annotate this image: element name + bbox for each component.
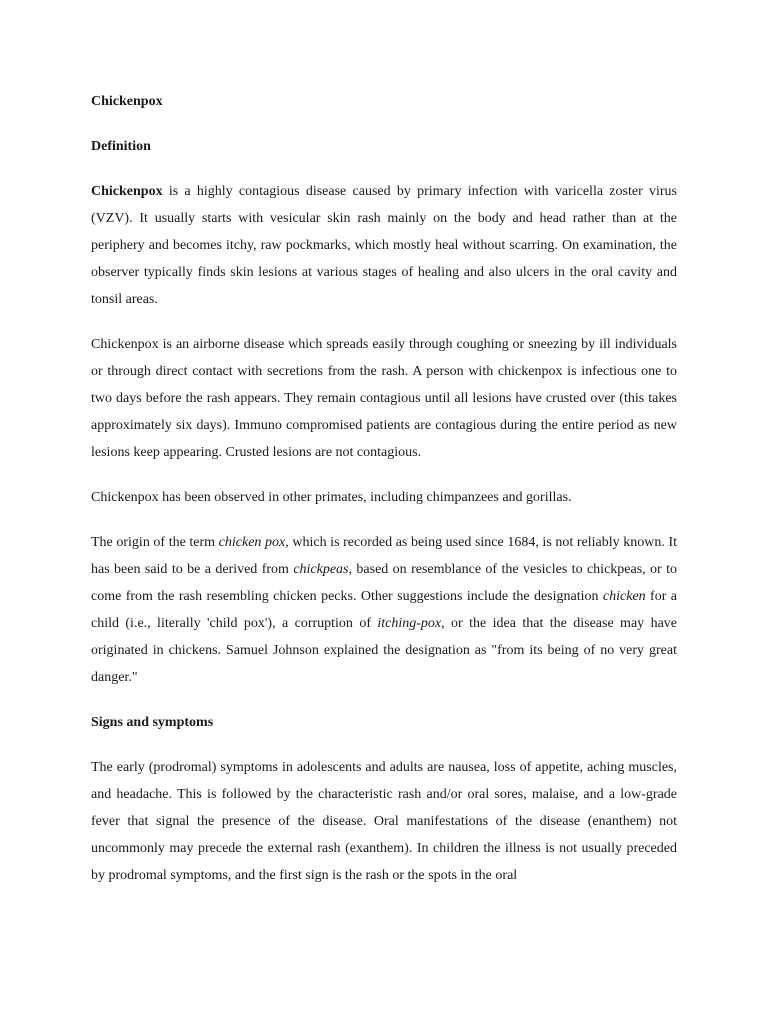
signs-heading: Signs and symptoms (91, 715, 214, 730)
etymology-text-2: , which is recorded as being used since 1684, is not reliably known. It has been said to be a derived from (91, 535, 677, 577)
document-page (91, 88, 677, 907)
term-chicken-pox: chicken pox (218, 535, 286, 550)
document-title: Chickenpox (91, 94, 163, 109)
paragraph-primates: Chickenpox has been observed in other primates, including chimpanzees and gorillas. (91, 490, 572, 505)
etymology-text-4: for a child (i.e., literally 'child pox'), a corruption of (91, 589, 677, 631)
definition-text: is a highly contagious disease caused by primary infection with varicella zoster virus (VZV). It usually starts with vesicular skin rash mainly on the body and head rather than at the periphery and becomes itchy, raw pockmarks, which mostly heal without scarring. On examination, the observer typically finds skin lesions at various stages of healing and also ulcers in the oral cavity and tonsil areas. (91, 184, 677, 307)
paragraph-symptoms: The early (prodromal) symptoms in adolescents and adults are nausea, loss of appetite, aching muscles, and headache. This is followed by the characteristic rash and/or oral sores, malaise, and a low-grade fever that signal the presence of the disease. Oral manifestations of the disease (enanthem) not uncommonly may precede the external rash (exanthem). In children the illness is not usually preceded by prodromal symptoms, and the first sign is the rash or the spots in the oral (91, 760, 677, 883)
paragraph-definition (91, 178, 677, 313)
term-chicken: chicken (602, 589, 646, 604)
etymology-text-5: , or the idea that the disease may have originated in chickens. Samuel Johnson explained the designation as "from its being of no very great danger." (91, 616, 677, 685)
etymology-text-3: , based on resemblance of the vesicles to chickpeas, or to come from the rash resembling chicken pecks. Other suggestions include the designation (91, 562, 678, 604)
paragraph-transmission: Chickenpox is an airborne disease which spreads easily through coughing or sneezing by ill individuals or through direct contact with secretions from the rash. A person with chickenpox is infectious one to two days before the rash appears. They remain contagious until all lesions have crusted over (this takes approximately six days). Immuno compromised patients are contagious during the entire period as new lesions keep appearing. Crusted lesions are not contagious. (91, 337, 677, 460)
term-chickpeas: chickpeas (293, 562, 349, 577)
etymology-text-1: The origin of the term (91, 535, 219, 550)
definition-heading: Definition (91, 139, 151, 154)
term-chickenpox: Chickenpox (91, 184, 163, 199)
term-itching-pox: itching-pox (377, 616, 442, 631)
paragraph-etymology (91, 529, 677, 691)
